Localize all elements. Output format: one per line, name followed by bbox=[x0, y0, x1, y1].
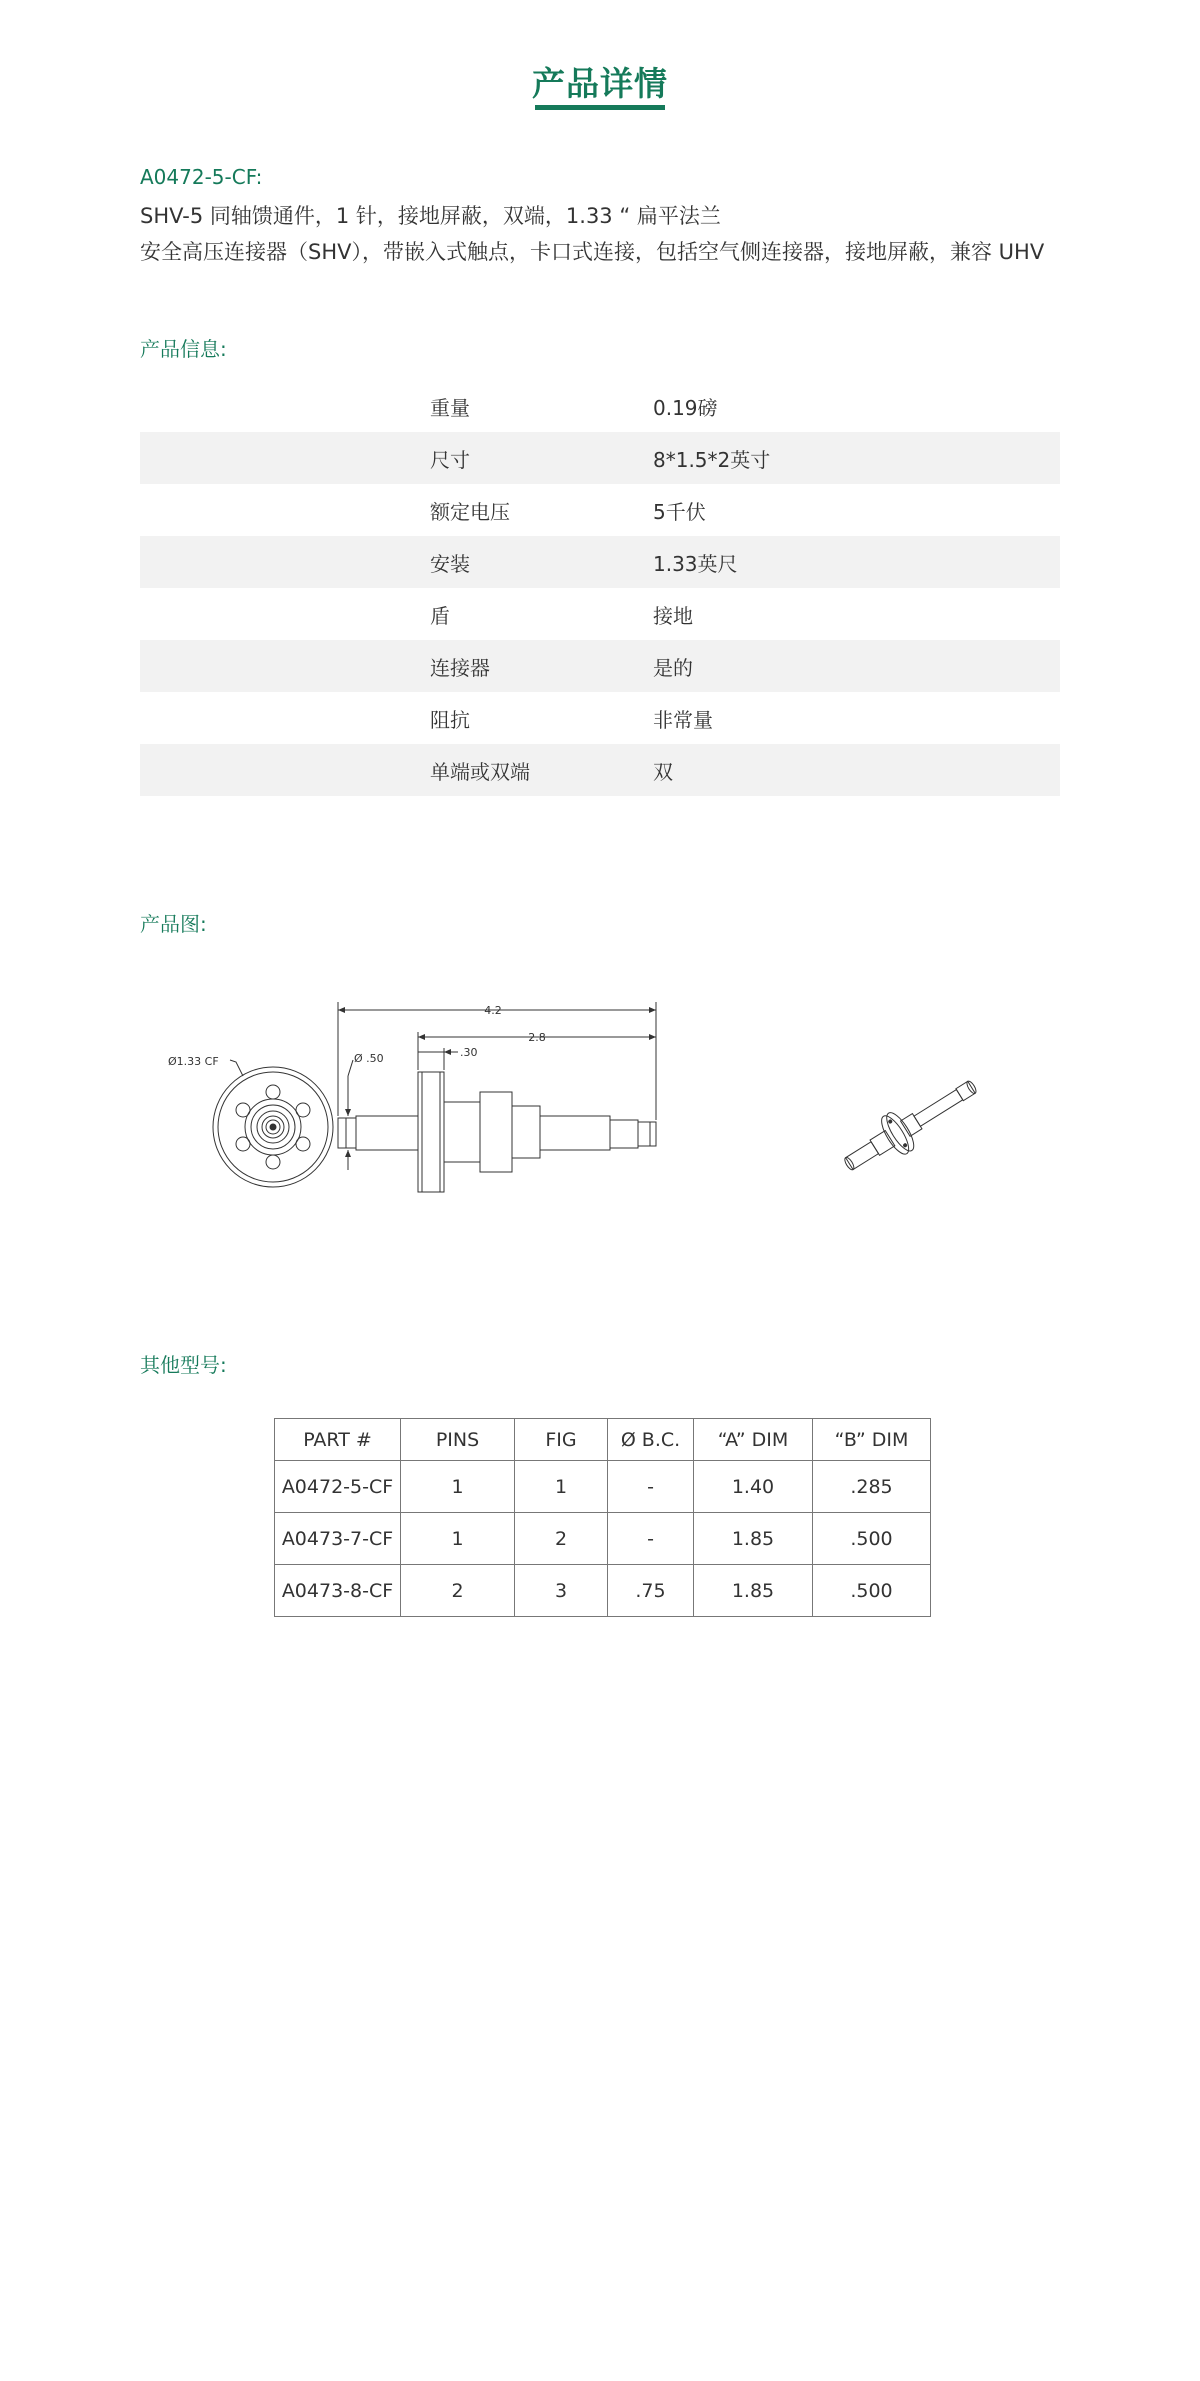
side-view-drawing bbox=[338, 1002, 656, 1192]
info-value: 双 bbox=[653, 759, 673, 784]
table-cell: A0472-5-CF bbox=[275, 1461, 401, 1513]
info-row bbox=[140, 640, 1060, 692]
info-key: 安装 bbox=[430, 551, 470, 576]
table-row bbox=[275, 1513, 931, 1565]
flange-dim-label: Ø1.33 CF bbox=[168, 1055, 219, 1068]
table-cell: - bbox=[608, 1513, 694, 1565]
page-title: 产品详情 bbox=[532, 64, 668, 103]
table-cell: A0473-7-CF bbox=[275, 1513, 401, 1565]
info-key: 阻抗 bbox=[430, 707, 470, 732]
product-code-label: A0472-5-CF: bbox=[140, 165, 263, 189]
product-info-table bbox=[140, 380, 1060, 796]
diameter-label: Ø .50 bbox=[354, 1052, 384, 1065]
info-row bbox=[140, 588, 1060, 640]
info-value: 是的 bbox=[653, 655, 693, 680]
table-cell: 2 bbox=[401, 1565, 515, 1617]
info-value: 5千伏 bbox=[653, 499, 706, 524]
other-models-table bbox=[274, 1418, 931, 1617]
info-row bbox=[140, 380, 1060, 432]
info-key: 连接器 bbox=[430, 655, 490, 680]
front-view-drawing bbox=[213, 1060, 333, 1187]
table-cell: 2 bbox=[515, 1513, 608, 1565]
info-key: 尺寸 bbox=[430, 447, 470, 472]
table-cell: .75 bbox=[608, 1565, 694, 1617]
column-header: FIG bbox=[515, 1419, 608, 1461]
table-cell: 1 bbox=[401, 1513, 515, 1565]
info-row bbox=[140, 744, 1060, 796]
info-key: 额定电压 bbox=[430, 499, 510, 524]
table-cell: .285 bbox=[813, 1461, 931, 1513]
info-key: 重量 bbox=[430, 395, 470, 420]
table-cell: .500 bbox=[813, 1513, 931, 1565]
table-cell: 1 bbox=[401, 1461, 515, 1513]
product-description-line1: SHV-5 同轴馈通件，1 针，接地屏蔽，双端，1.33 “ 扁平法兰 bbox=[140, 204, 721, 228]
table-cell: 1.40 bbox=[694, 1461, 813, 1513]
info-value: 0.19磅 bbox=[653, 395, 718, 420]
info-row bbox=[140, 432, 1060, 484]
product-info-heading: 产品信息: bbox=[140, 337, 227, 361]
product-description-line2: 安全高压连接器（SHV），带嵌入式触点，卡口式连接，包括空气侧连接器，接地屏蔽，兼容 UHV bbox=[140, 240, 1045, 264]
table-cell: 1 bbox=[515, 1461, 608, 1513]
info-row bbox=[140, 484, 1060, 536]
info-value: 接地 bbox=[653, 603, 693, 628]
table-cell: 3 bbox=[515, 1565, 608, 1617]
table-cell: .500 bbox=[813, 1565, 931, 1617]
info-key: 单端或双端 bbox=[430, 759, 530, 784]
table-cell: 1.85 bbox=[694, 1513, 813, 1565]
table-header-row bbox=[275, 1419, 931, 1461]
product-technical-drawing bbox=[140, 980, 1060, 1210]
isometric-view-drawing bbox=[835, 1067, 986, 1184]
table-row bbox=[275, 1461, 931, 1513]
info-key: 盾 bbox=[430, 603, 450, 628]
table-cell: 1.85 bbox=[694, 1565, 813, 1617]
column-header: PINS bbox=[401, 1419, 515, 1461]
info-row bbox=[140, 536, 1060, 588]
table-row bbox=[275, 1565, 931, 1617]
table-cell: - bbox=[608, 1461, 694, 1513]
product-figure-heading: 产品图: bbox=[140, 912, 207, 936]
inner-length-label: 2.8 bbox=[528, 1031, 546, 1044]
column-header: “B” DIM bbox=[813, 1419, 931, 1461]
flange-thickness-label: .30 bbox=[460, 1046, 478, 1059]
info-value: 非常量 bbox=[653, 707, 713, 732]
column-header: PART # bbox=[275, 1419, 401, 1461]
info-value: 1.33英尺 bbox=[653, 551, 738, 576]
column-header: Ø B.C. bbox=[608, 1419, 694, 1461]
title-underline bbox=[535, 105, 665, 110]
overall-length-label: 4.2 bbox=[484, 1004, 502, 1017]
column-header: “A” DIM bbox=[694, 1419, 813, 1461]
table-cell: A0473-8-CF bbox=[275, 1565, 401, 1617]
info-row bbox=[140, 692, 1060, 744]
other-models-heading: 其他型号: bbox=[140, 1353, 227, 1377]
info-value: 8*1.5*2英寸 bbox=[653, 447, 771, 472]
